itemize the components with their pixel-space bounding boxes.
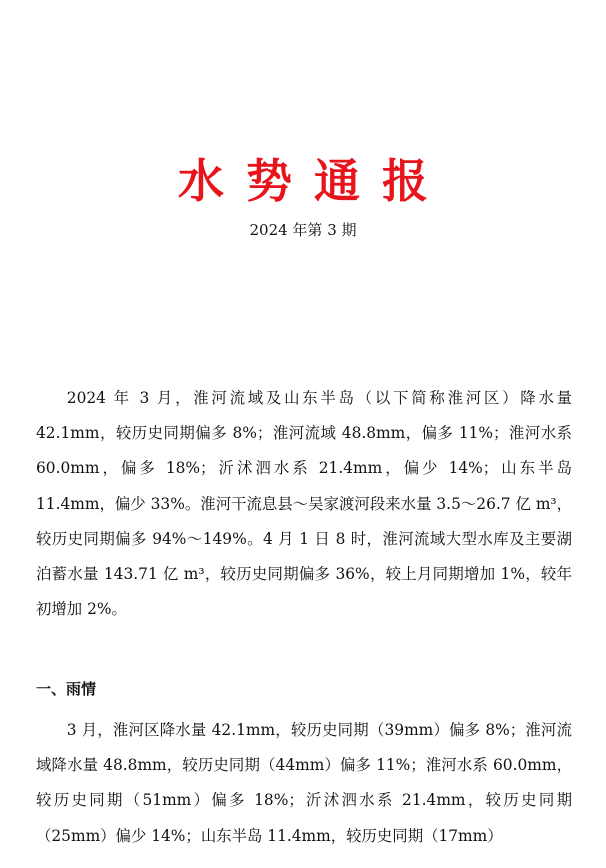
rainfall-paragraph: 3 月，淮河区降水量 42.1mm，较历史同期（39mm）偏多 8%；淮河流域降水量 48.8mm，较历史同期（44mm）偏多 11%；淮河水系 60.0mm，较历史同期（51mm）偏多 18%；沂沭泗水系 21.4mm，较历史同期（25mm）偏少 14%；山东半岛 11.4mm，较历史同期（17mm） xyxy=(36,721,572,845)
section-heading-rainfall: 一、雨情 xyxy=(36,680,97,698)
document-title: 水势通报 xyxy=(178,153,450,208)
issue-number: 2024 年第 3 期 xyxy=(249,221,357,239)
summary-paragraph: 2024 年 3 月，淮河流域及山东半岛（以下简称淮河区）降水量 42.1mm，较历史同期偏多 8%；淮河流域 48.8mm，偏多 11%；淮河水系 60.0mm，偏多 18%；沂沭泗水系 21.4mm，偏少 14%；山东半岛 11.4mm，偏少 33%。淮河干流息县～吴家渡河段来水量 3.5～26.7 亿 m³，较历史同期偏多 94%～149%。4 月 1 日 8 时，淮河流域大型水库及主要湖泊蓄水量 143.71 亿 m³，较历史同期偏多 36%，较上月同期增加 1%，较年初增加 2%。 xyxy=(36,389,572,619)
